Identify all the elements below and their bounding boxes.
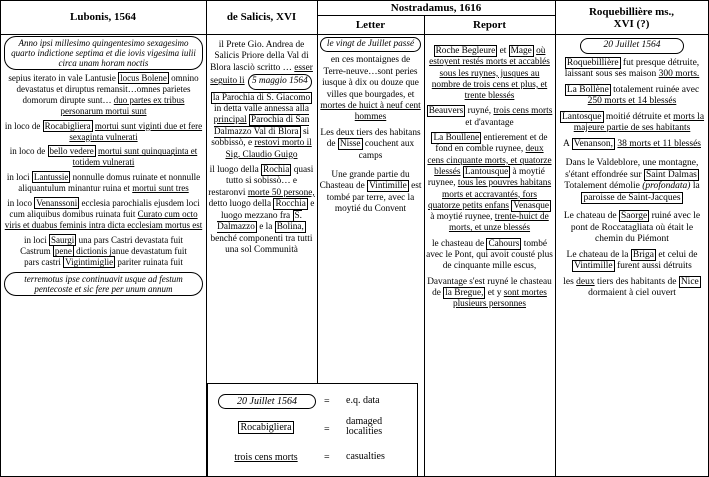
casualties-text: mortui sunt quinquaginta et totidem vulnerati [72, 146, 198, 168]
legend-locality-value: damaged localities [346, 416, 383, 437]
lubonis-text: in loco Venanssoni ecclesia parochialis ejusdem loci cum aliquibus domibus ruinata fuit Curato cum octo viris et duabus feminis intra dicta ecclesiam mortus est [4, 198, 203, 230]
legend-row-casualties [208, 448, 417, 468]
legend-row-date [208, 392, 417, 412]
locality-box: Lantussie [33, 172, 69, 183]
header-roquebilliere [555, 6, 708, 30]
eq-date-oval: le vingt de Juillet passé [320, 37, 421, 52]
locality-box: La Boullene [433, 133, 480, 144]
legend-equals: = [324, 452, 330, 463]
locality-box: Cahours [488, 238, 520, 249]
locality-box: Bolina, [276, 222, 304, 233]
report-text: Davantage s'est ruyné le chasteau de la Bregue, et y sont mortes plusieurs personnes [427, 276, 552, 310]
roque-text: Le chateau de Saorge ruiné avec le pont de Roccatagliata où était le chemin du Piémont [563, 211, 701, 244]
casualties-text: trois cens morts [493, 106, 553, 117]
roque-text: Dans le Valdeblore, une montagne, s'étant effondrée sur Saint Dalmas Totalement démolie (profondata) la paroisse de Saint-Jacques [564, 158, 700, 203]
locality-box: Mage [510, 46, 532, 56]
casualties-text: mortui sunt viginti due et fere sexaginta vulnerati [69, 120, 203, 142]
eq-date-oval: 5 maggio 1564 [248, 74, 312, 89]
casualties-text: 38 morts et 11 blessés [617, 138, 701, 149]
end-oval: terremotus ipse continuavit usque ad festum pentecoste et sic fere per unum annum [4, 272, 203, 296]
locality-box: Rocabigliera [44, 120, 91, 131]
legend-casualties-sample: trois cens morts [234, 452, 298, 463]
lubonis-column [3, 36, 204, 299]
locality-box: bello vedere [49, 146, 94, 157]
locality-box: Roquebillière [566, 57, 619, 68]
locality-box: Saint Dalmas [645, 169, 697, 180]
report-text: le chasteau de Cahours tombé avec le Pont, qui avoit cousté plus de cinquante mille escus, [426, 238, 553, 272]
locality-box: pene [54, 245, 72, 256]
roque-text: A Venanson, 38 morts et 11 blessés [563, 138, 701, 149]
locality-box: Saorge [621, 211, 648, 221]
roque-text: La Bollène totalement ruinée avec 250 morts et 14 blessés [566, 84, 700, 106]
legend-date-value: e.q. data [346, 395, 380, 406]
letter-text: Une grande partie du Chasteau de Vintimille est tombé par terre, avec la moytié du Convent [319, 170, 422, 215]
casualties-text: sont mortes plusieurs personnes [452, 287, 547, 310]
locality-box: S. Dalmazzo [217, 210, 302, 233]
column-divider [317, 0, 318, 383]
column-divider [424, 15, 425, 476]
casualties-text: trente-huict de morts, et unze blessés [448, 212, 549, 234]
lubonis-text: in loci Lantussie nonnulle domus ruinate et nonnulle aliquantulum minantur ruina et mortui sunt tres [6, 172, 201, 194]
report-column [426, 46, 553, 315]
lubonis-text: sepius iterato in vale Lantusie locus Bolene omnino devastatus et diruptus remansit…omnes parietes domorum dirupte sunt… duo partes ex tribus personarum mortui sunt [8, 73, 199, 116]
locality-box: Vigintimiglie [65, 256, 114, 267]
casualties-text: morts la majeure partie de ses habitants [573, 111, 705, 133]
report-text: La Boullene entierement et de fond en comble ruynee, deux cens cinquante morts, et quatorze blessés Lantousque à moytié ruynee, tous les pouvres habitans morts et accravantés, fors quatorze petits enfans Venasque à moytié ruynee, trente-huict de morts, et unze blessés [427, 133, 552, 234]
locality-box: Nisse [339, 139, 361, 150]
letter-text: en ces montaignes de Terre-neuve…sont peries iusque à dix ou douze que villes que bourgades, et mortes de huict à neuf cent hommes [320, 55, 421, 123]
casualties-text: Curato cum octo viris et duabus feminis intra dicta ecclesiam mortus est [4, 208, 203, 230]
locality-box: Briga [632, 249, 655, 260]
header-report: Report [473, 19, 506, 31]
salicis-text: il luogo della Rochia quasi tutto si sobissò… e restaronvi morte 50 persone, detto luogo della Rocchia e luogo mezzano fra S. Dalmazzo e la Bolina, benché componenti tra tutti una sol Communità [208, 165, 315, 255]
header-roquebilliere-line1: Roquebillière ms., [588, 6, 675, 18]
roquebilliere-column [558, 38, 706, 304]
locality-box: Vintimille [369, 181, 407, 192]
locality-box: Venanson, [573, 138, 614, 149]
locality-box: Nice [680, 276, 699, 287]
legend [207, 383, 418, 477]
locality-box: Parochia di San Dalmazzo Val di Blora [213, 115, 310, 137]
header-divider [0, 34, 708, 35]
legend-date-oval: 20 Juillet 1564 [218, 394, 316, 409]
locality-box: La Bollène [566, 84, 609, 95]
legend-equals: = [324, 396, 330, 407]
lubonis-text: in loci Saurgi una pars Castri devastata fuit Castrum pene dictionis janue devastatum fuit pars castri Vigintimiglie pariter ruinata fuit [20, 234, 187, 267]
legend-row-locality [208, 416, 417, 440]
letter-text: Les deux tiers des habitans de Nisse couchent aux camps [320, 127, 421, 161]
legend-equals: = [324, 424, 330, 435]
legend-casualties-value: casualties [346, 451, 385, 462]
locality-box: Rocchia [275, 199, 306, 210]
casualties-text: morte 50 persone, [247, 187, 315, 198]
legend-locality-box: Rocabigliera [240, 422, 292, 433]
report-text: Beauvers ruyné, trois cens morts et d'avantage [428, 106, 553, 128]
locality-box: Lantousque [464, 166, 509, 177]
casualties-text: 300 morts. [658, 69, 700, 79]
locality-box: Roche Begleure [435, 46, 496, 56]
locality-box: Saurgi [50, 234, 75, 245]
letter-column [319, 37, 422, 220]
casualties-text: 250 morts et 14 blessés [587, 96, 677, 106]
header-salicis: de Salicis, XVI [226, 11, 297, 23]
locality-box: la Bregue, [445, 287, 484, 298]
eq-date-oval: Anno ipsi millesimo quingentesimo sexagesimo quarto indictione septima et die iovis vigesima iulii circa unam horam noctis [4, 36, 203, 70]
casualties-text: tous les pouvres habitans morts et accravantés, fors quatorze petits enfans [427, 178, 552, 211]
roque-text: Roquebillière fut presque détruite, laissant sous ses maison 300 morts. [564, 57, 700, 79]
locality-box: Venasque [513, 200, 550, 211]
report-text: Roche Begleure et Mage où estoyent restés morts et accablés sous les ruynes, jusques au nombre de trois cens et plus, et trente blessés [429, 46, 550, 102]
locality-box: Rochia [263, 165, 290, 176]
casualties-text: duo partes ex tribus personarum mortui sunt [60, 94, 185, 116]
casualties-text: restovi morto il Sig. Claudio Guigo [225, 138, 312, 160]
locality-box: paroisse de Saint-Jacques [583, 192, 681, 203]
lubonis-text: in loco de Rocabigliera mortui sunt viginti due et fere sexaginta vulnerati [4, 120, 203, 142]
casualties-text: où estoyent restés morts et accablés sous les ruynes, jusques au nombre de trois cens et plus, et trente blessés [429, 46, 550, 102]
lubonis-text: in loco de bello vedere mortui sunt quinquaginta et totidem vulnerati [9, 146, 198, 168]
salicis-text: il Prete Gio. Andrea de Salicis Priore della Val di Blora lasciò scritto … esser seguito li 5 maggio 1564 la Parochia di S. Giacomo in detta valle annessa alla principal Parochia di San Dalmazzo Val di Blora si sobbissò, e restovi morto il Sig. Claudio Guigo [210, 40, 313, 160]
subheader-divider [317, 15, 555, 16]
locality-box: Venanssoni [36, 198, 78, 209]
locality-box: Vintimille [574, 261, 613, 271]
salicis-column [208, 40, 315, 260]
column-divider [555, 0, 556, 476]
roque-text: Lantosque moitié détruite et morts la majeure partie de ses habitants [561, 111, 705, 133]
header-nostradamus: Nostradamus, 1616 [390, 2, 482, 14]
casualties-text: mortui sunt tres [132, 183, 189, 194]
roque-text: Le chateau de la Briga et celui de Vintimille furent aussi détruits [566, 249, 698, 271]
locality-box: locus Bolene [120, 73, 167, 83]
casualties-text: mortes de huict à neuf cent hommes [320, 101, 421, 123]
locality-box: la Parochia di S. Giacomo [212, 92, 311, 103]
roque-text: les deux tiers des habitants de Nice dormaient à ciel ouvert [563, 276, 699, 298]
header-roquebilliere-line2: XVI (?) [613, 18, 650, 30]
casualties-text: deux [576, 276, 595, 287]
header-lubonis: Lubonis, 1564 [69, 11, 137, 23]
locality-box: Beauvers [428, 106, 464, 117]
header-letter: Letter [355, 19, 386, 31]
eq-date-oval: 20 Juillet 1564 [580, 38, 684, 54]
locality-box: Lantosque [561, 111, 602, 122]
casualties-text: deux cens cinquante morts, et quatorze blessés [427, 144, 552, 177]
